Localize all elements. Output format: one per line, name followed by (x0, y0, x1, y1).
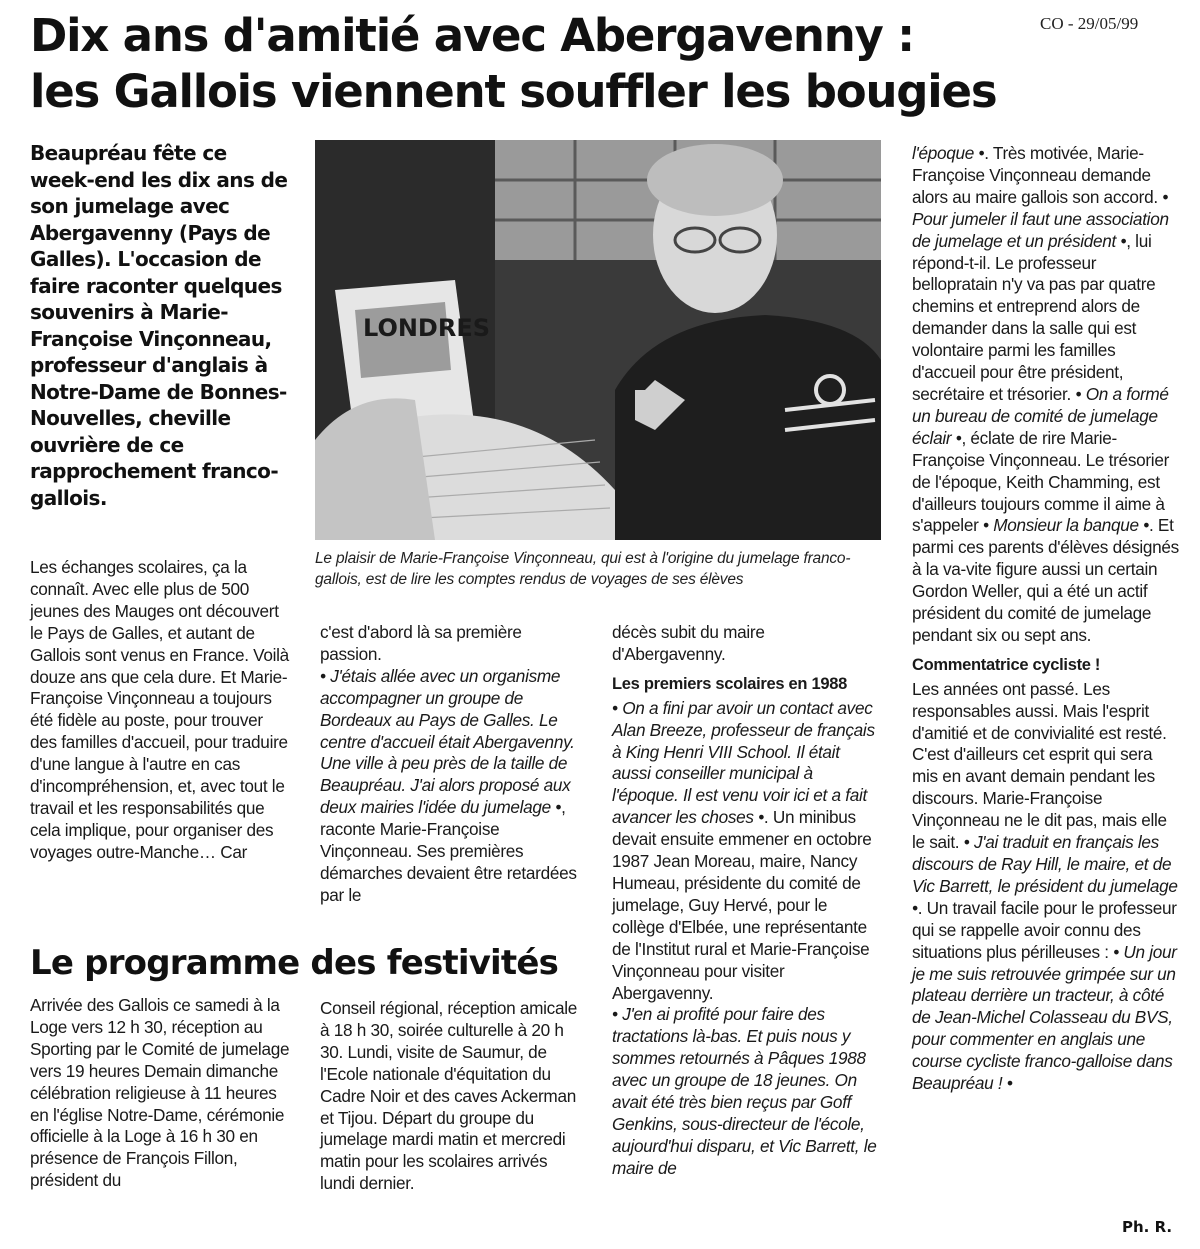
column-2-intro: c'est d'abord là sa première passion. (320, 622, 522, 664)
lede-paragraph: Beaupréau fête ce week-end les dix ans de son jumelage avec Abergavenny (Pays de Galles). L'occasion de faire raconter quelques souvenirs à Marie-Françoise Vinçonneau, professeur d'anglais à Notre-Dame de Bonnes-Nouvelles, cheville ouvrière de ce rapprochement franco-gallois. (30, 141, 288, 510)
column-4-quote-0: l'époque • (912, 143, 985, 163)
article-photo (315, 140, 881, 540)
photo-caption: Le plaisir de Marie-Françoise Vinçonneau, qui est à l'origine du jumelage franco-gallois, est de lire les comptes rendus de voyages de ses élèves (315, 550, 851, 588)
column-4-paragraph-1 (912, 143, 1180, 647)
photo-illustration (315, 140, 881, 540)
column-2-rest: , raconte Marie-Françoise Vinçonneau. Ses premières démarches devaient être retardées par le (320, 797, 577, 905)
programme-text-2: Conseil régional, réception amicale à 18 h 30, soirée culturelle à 20 h 30. Lundi, visite de Saumur, de l'Ecole nationale d'équitation du Cadre Noir et des caves Ackerman et Tijou. Départ du groupe du jumelage mardi matin et mercredi matin pour les scolaires arrivés lundi dernier. (320, 998, 578, 1194)
column-4-quote-3: • Monsieur la banque • (983, 515, 1149, 536)
column-3 (612, 622, 880, 1180)
column-1 (30, 557, 292, 864)
column-4-quote-2: • On a formé un bureau de comité de jumelage éclair • (912, 383, 1169, 448)
column-2 (320, 622, 582, 907)
column-2-paragraph (320, 622, 582, 907)
column-4-quote-4: • J'ai traduit en français les discours de Ray Hill, le maire, et de Vic Barrett, le président du jumelage • (912, 832, 1178, 918)
column-4-text-3: , éclate de rire Marie-Françoise Vinçonneau. Le trésorier de l'époque, Keith Chamming, est d'ailleurs toujours comme il aime à s'appeler (912, 427, 1169, 536)
column-3-paragraph (612, 698, 880, 1180)
headline (30, 8, 1030, 120)
column-2-quote: • J'étais allée avec un organisme accompagner un groupe de Bordeaux au Pays de Galles. Le centre d'accueil était Abergavenny. Une ville à peu près de la taille de Beaupréau. J'ai alors proposé aux deux mairies l'idée du jumelage • (320, 665, 575, 818)
book-title: LONDRES (363, 314, 491, 342)
programme-column-1 (30, 995, 292, 1192)
author-signature: Ph. R. (1122, 1218, 1173, 1236)
column-4-paragraph-2 (912, 679, 1180, 1095)
column-1-text: Les échanges scolaires, ça la connaît. Avec elle plus de 500 jeunes des Mauges ont découvert le Pays de Galles, et autant de Gallois sont venus en France. Voilà douze ans que cela dure. Et Marie-Françoise Vinçonneau a toujours été fidèle au poste, pour trouver des familles d'accueil, pour traduire d'une langue à l'autre en cas d'incompréhension, et, avec tout le travail et les responsabilités que cela implique, pour organiser des voyages outre-Manche… Car (30, 557, 289, 862)
column-3-intro: décès subit du maire d'Abergavenny. (612, 622, 765, 664)
column-3-quote-2: • J'en ai profité pour faire des tractations là-bas. Et puis nous y sommes retournés à Pâques 1988 avec un groupe de 18 jeunes. On avait été très bien reçus par Goff Genkins, sous-directeur de l'école, aujourd'hui disparu, et Vic Barrett, le maire de (612, 1004, 877, 1178)
column-4-quote-1: • Pour jumeler il faut une association de jumelage et un président • (912, 186, 1169, 251)
column-4-text-4: . Et parmi ces parents d'élèves désignés à la va-vite figure aussi un certain Gordon Weller, qui a été un actif président du comité de jumelage pendant six ou sept ans. (912, 515, 1179, 645)
column-4-text-1: . Très motivée, Marie-Françoise Vinçonneau demande alors au maire gallois son accord. (912, 143, 1158, 207)
column-3-text-1: . Un minibus devait ensuite emmener en octobre 1987 Jean Moreau, maire, Nancy Humeau, présidente du comité de jumelage, Guy Hervé, pour le collège d'Elbée, une représentante de l'Institut rural et Marie-Françoise Vinçonneau pour visiter Abergavenny. (612, 807, 872, 1003)
column-4-text-6: . Un travail facile pour le professeur qui se rappelle avoir connu des situations plus périlleuses : (912, 897, 1177, 962)
programme-column-2 (320, 998, 582, 1195)
column-4-text-5: Les années ont passé. Les responsables aussi. Mais l'esprit d'amitié et de convivialité est resté. C'est d'ailleurs cet esprit qui sera mis en avant demain pendant les discours. Marie-Françoise Vinçonneau ne le dit pas, mais elle le sait. (912, 678, 1167, 853)
column-4 (912, 143, 1180, 1095)
programme-title: Le programme des festivités (30, 943, 559, 983)
column-4-text-2: , lui répond-t-il. Le professeur bellopratain n'y va pas par quatre chemins et entreprend alors de demander dans la salle qui est volontaire parmi les familles d'accueil pour être président, secrétaire et trésorier. (912, 230, 1156, 404)
column-4-quote-5: • Un jour je me suis retrouvée grimpée sur un plateau derrière un tracteur, à côté de Jean-Michel Colasseau du BVS, pour commenter en anglais une course cycliste franco-galloise dans Beaupréau ! • (912, 941, 1177, 1094)
headline-line-2: les Gallois viennent souffler les bougies (30, 65, 997, 118)
column-4-subhead: Commentatrice cycliste ! (912, 655, 1101, 674)
column-3-subhead: Les premiers scolaires en 1988 (612, 674, 847, 693)
headline-line-1: Dix ans d'amitié avec Abergavenny : (30, 9, 914, 62)
column-3-quote-1: • On a fini par avoir un contact avec Alan Breeze, professeur de français à King Henri VIII School. Il était aussi conseiller municipal à l'époque. Il est venu voir ici et a fait avancer les choses • (612, 697, 875, 828)
publication-reference: CO - 29/05/99 (1040, 14, 1139, 33)
programme-text-1: Arrivée des Gallois ce samedi à la Loge vers 12 h 30, réception au Sporting par le Comité de jumelage vers 19 heures Demain dimanche célébration religieuse à 11 heures en l'église Notre-Dame, cérémonie officielle à la Loge à 16 h 30 en présence de François Fillon, président du (30, 995, 290, 1191)
